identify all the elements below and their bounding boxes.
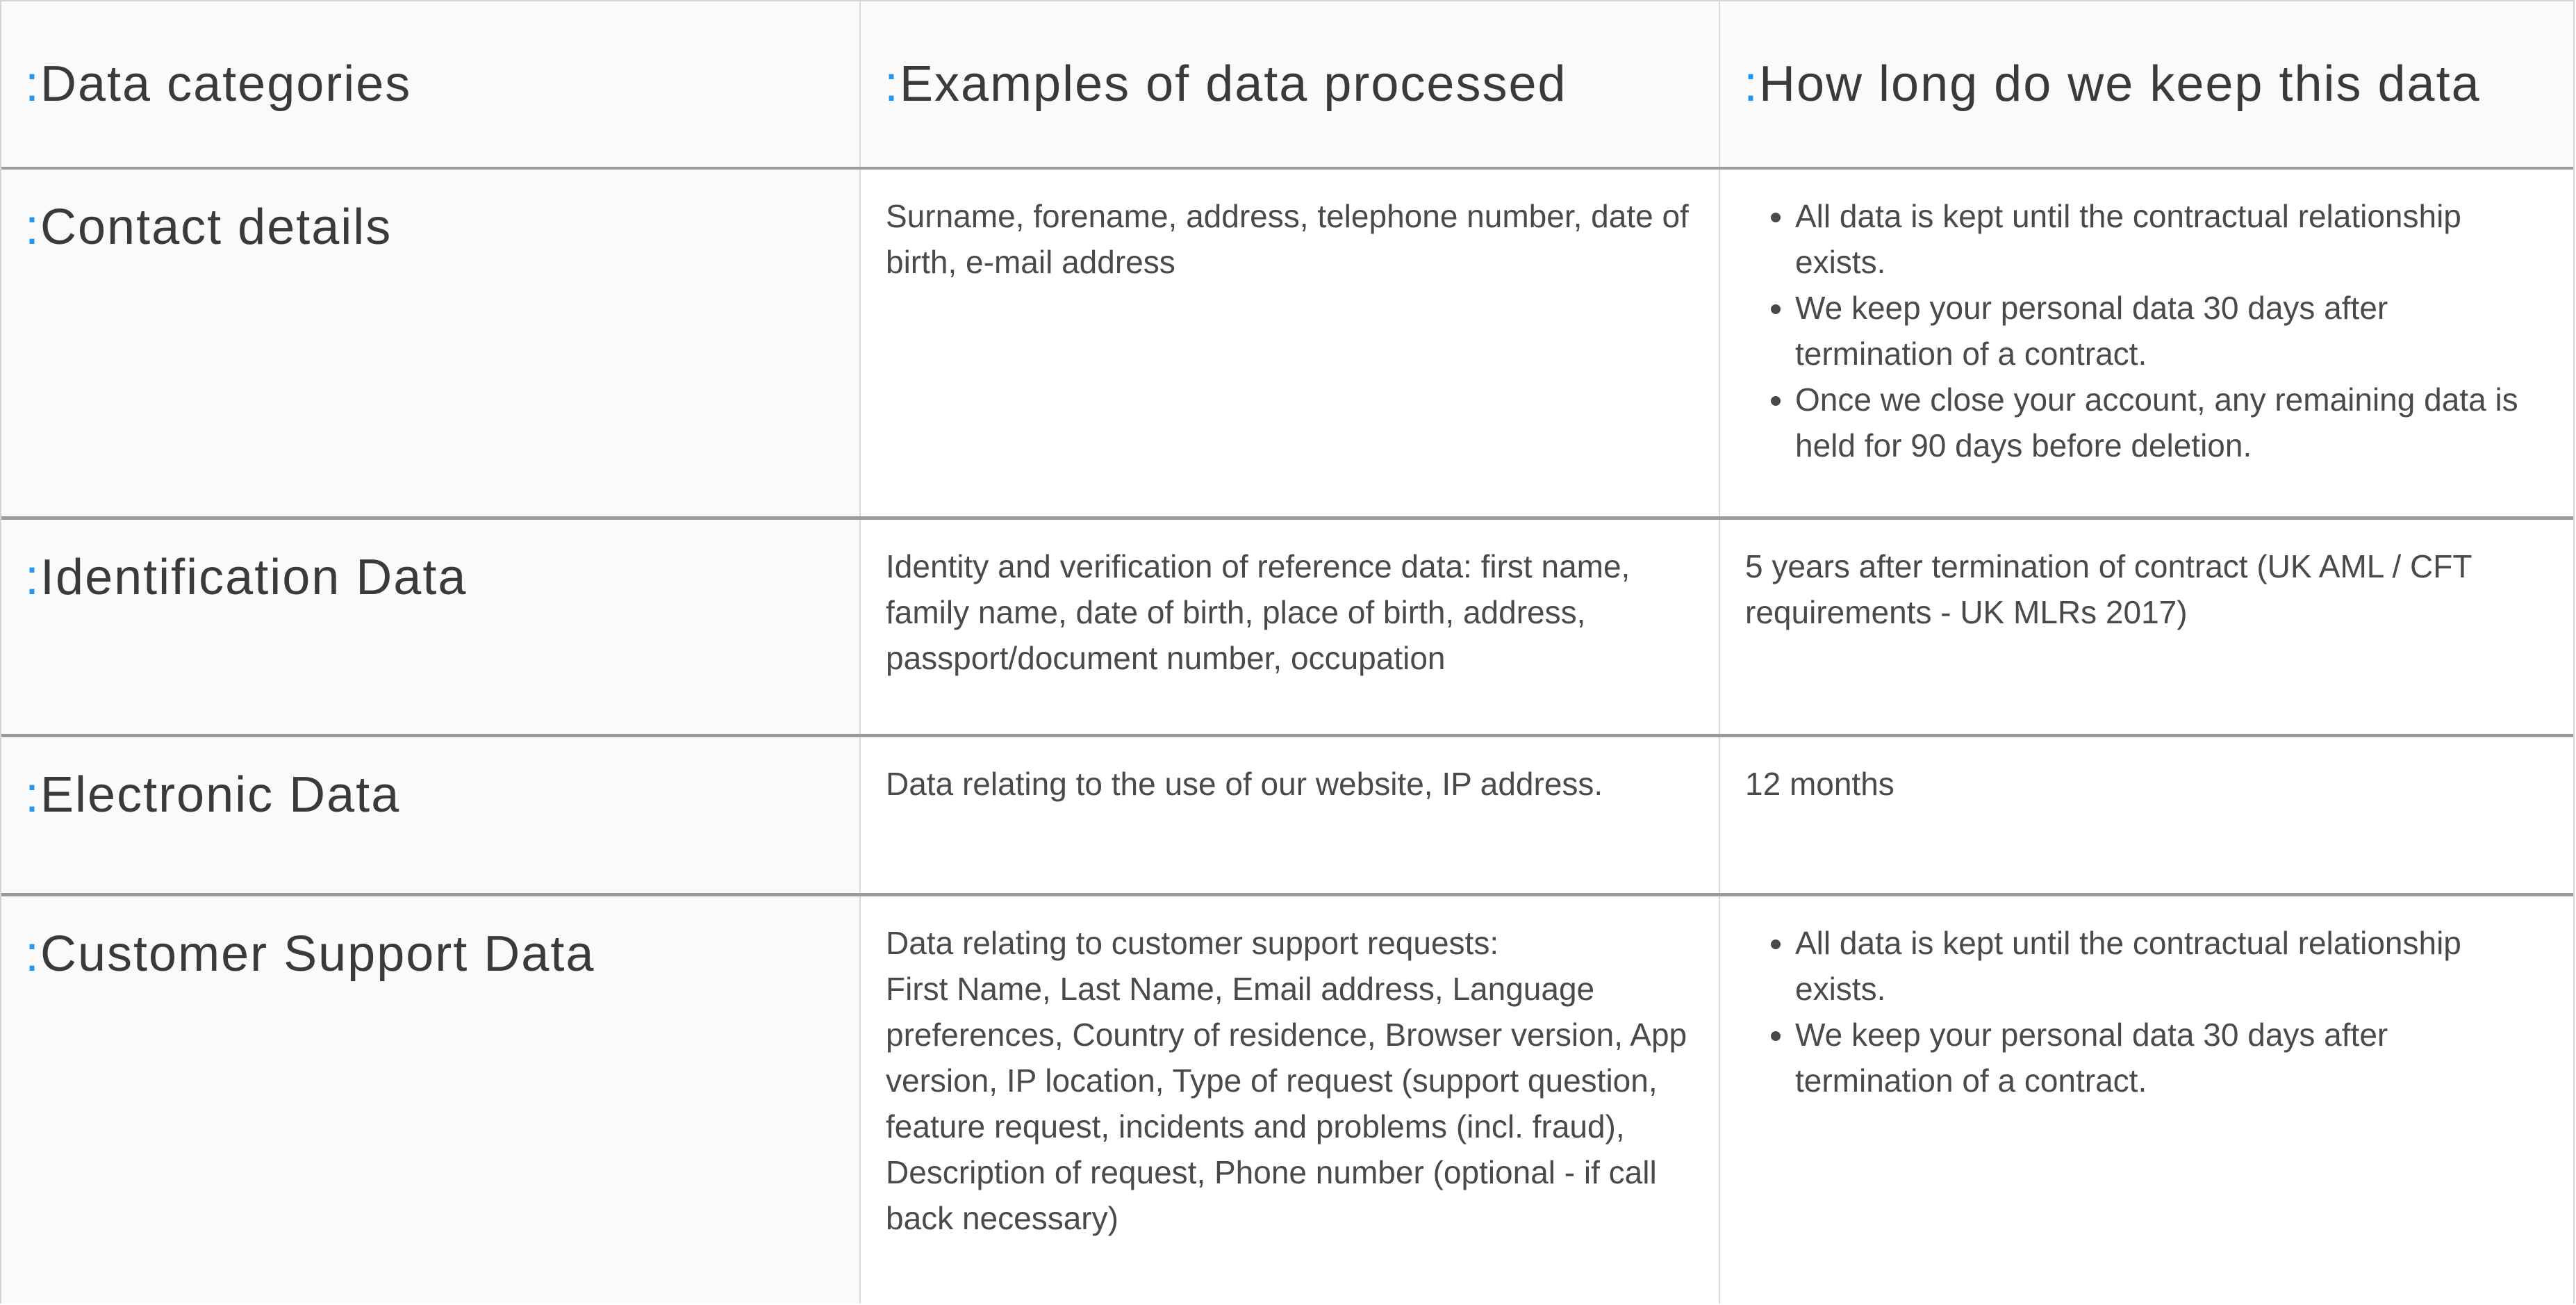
retention-cell (1720, 737, 2573, 893)
category-cell (1, 520, 861, 734)
list-item: • Once we close your account, any remaining data is held for 90 days before deletion. (1795, 377, 2552, 468)
examples-text: Surname, forename, address, telephone number, date of birth, e-mail address (886, 198, 1689, 280)
category-title: :Electronic Data (25, 767, 401, 823)
header-cell-examples (861, 1, 1720, 168)
header-data-categories: :Data categories (25, 56, 412, 112)
examples-cell (861, 737, 1720, 893)
colon-marker: : (25, 199, 41, 255)
examples-text: Identity and verification of reference data: first name, family name, date of birth, place of birth, address, passport/document number, occupation (886, 548, 1630, 676)
header-cell-retention (1720, 1, 2573, 168)
examples-cell (861, 896, 1720, 1304)
colon-marker: : (25, 550, 41, 605)
retention-text: 5 years after termination of contract (UK AML / CFT requirements - UK MLRs 2017) (1745, 548, 2472, 630)
table-header-row (1, 1, 2573, 168)
table-row (1, 896, 2573, 1304)
header-examples: :Examples of data processed (884, 56, 1567, 112)
category-title: :Customer Support Data (25, 926, 595, 982)
header-retention: :How long do we keep this data (1744, 56, 2481, 112)
table-row (1, 520, 2573, 734)
retention-text: 12 months (1745, 766, 1894, 802)
retention-cell (1720, 520, 2573, 734)
list-item: • We keep your personal data 30 days after termination of a contract. (1795, 1012, 2552, 1103)
category-cell (1, 737, 861, 893)
category-title: :Contact details (25, 199, 393, 255)
retention-cell (1720, 170, 2573, 516)
examples-cell (861, 170, 1720, 516)
colon-marker: : (25, 926, 41, 982)
colon-marker: : (25, 767, 41, 823)
list-item: • All data is kept until the contractual relationship exists. (1795, 920, 2552, 1012)
category-cell (1, 896, 861, 1304)
examples-text: Data relating to customer support requests: First Name, Last Name, Email address, Language preferences, Country of residence, Browser version, App version, IP location, Type of request (support question, feature request, incidents and problems (incl. fraud), Description of request, Phone number (optional - if call back necessary) (886, 925, 1687, 1236)
colon-marker: : (1744, 56, 1760, 112)
colon-marker: : (884, 56, 900, 112)
list-item: • All data is kept until the contractual relationship exists. (1795, 193, 2552, 285)
retention-list (1745, 193, 2552, 468)
colon-marker: : (25, 56, 41, 112)
retention-cell (1720, 896, 2573, 1304)
category-title: :Identification Data (25, 550, 468, 605)
retention-list (1745, 920, 2552, 1103)
table-row (1, 737, 2573, 893)
category-cell (1, 170, 861, 516)
header-cell-categories (1, 1, 861, 168)
list-item: • We keep your personal data 30 days after termination of a contract. (1795, 285, 2552, 377)
examples-cell (861, 520, 1720, 734)
table-row (1, 170, 2573, 516)
examples-text: Data relating to the use of our website, IP address. (886, 766, 1603, 802)
